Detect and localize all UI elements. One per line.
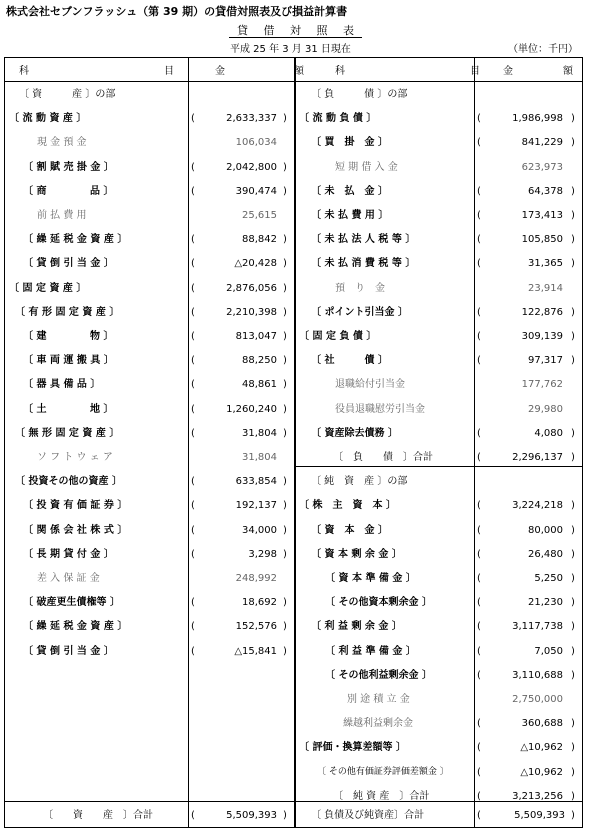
amount-value: 105,850 <box>521 234 563 246</box>
amount-value: 2,042,800 <box>226 161 277 173</box>
account-name: 〔 流 動 資 産 〕 <box>9 113 87 125</box>
paren-close: ) <box>283 621 287 633</box>
liability-equity-row <box>295 664 584 687</box>
paren-close: ) <box>283 645 287 657</box>
paren-close: ) <box>283 403 287 415</box>
paren-open: ( <box>477 742 481 754</box>
paren-open: ( <box>477 669 481 681</box>
account-name: 〔 固 定 負 債 〕 <box>299 331 377 342</box>
document-title: 株式会社セブンフラッシュ（第 39 期）の貸借対照表及び損益計算書 <box>6 5 348 18</box>
account-name: 〔 純 資 産 〕の部 <box>311 476 408 488</box>
header-amount-char-2: 額 <box>563 66 573 77</box>
asset-row <box>5 543 294 566</box>
amount-value: 4,080 <box>534 427 563 439</box>
paren-close: ) <box>571 790 575 802</box>
account-name: 前 払 費 用 <box>37 210 87 221</box>
account-name: 〔 建 物 〕 <box>23 331 114 342</box>
asset-row <box>5 180 294 203</box>
amount-value: 3,117,738 <box>512 621 563 633</box>
amount-value: 29,980 <box>528 403 563 415</box>
amount-value: 152,576 <box>235 621 277 633</box>
paren-close: ) <box>571 306 575 318</box>
account-name: 〔 資 本 金 〕 <box>311 524 388 536</box>
account-name: 〔 利 益 剰 余 金 〕 <box>311 621 402 633</box>
liabilities-equity-total-label: 〔 負債及び純資産〕合計 <box>311 810 425 821</box>
amount-value: △10,962 <box>520 766 563 778</box>
paren-close: ) <box>283 331 287 342</box>
liability-equity-row <box>295 567 584 590</box>
amount-value: 64,378 <box>528 185 563 197</box>
account-name: 〔 未 払 法 人 税 等 〕 <box>311 234 416 246</box>
amount-value: 3,110,688 <box>512 669 563 681</box>
asset-row <box>5 470 294 493</box>
paren-close: ) <box>571 427 575 439</box>
account-name: 〔 長 期 貸 付 金 〕 <box>23 548 114 560</box>
paren-close: ) <box>283 524 287 536</box>
amount-value: 26,480 <box>528 548 563 560</box>
account-name: 〔 ポイント引当金 〕 <box>311 306 408 318</box>
asset-row <box>5 204 294 227</box>
paren-open: ( <box>477 427 481 439</box>
paren-open: ( <box>191 379 195 391</box>
asset-row <box>5 325 294 348</box>
account-name: 〔 貸 倒 引 当 金 〕 <box>23 645 114 657</box>
liability-equity-row <box>295 494 584 517</box>
paren-close: ) <box>283 548 287 560</box>
header-amount-char-2: 額 <box>294 66 304 77</box>
amount-value: 360,688 <box>521 718 563 730</box>
paren-open: ( <box>191 185 195 197</box>
paren-open: ( <box>477 500 481 512</box>
paren-close: ) <box>571 524 575 536</box>
account-name: 〔 負 債 〕合計 <box>333 452 433 463</box>
header-subject-char-1: 科 <box>19 66 29 77</box>
header-subject-char-2: 目 <box>164 66 174 77</box>
liability-equity-row <box>295 301 584 324</box>
paren-close: ) <box>571 810 575 821</box>
header-subject-left <box>15 62 180 78</box>
liability-equity-row <box>295 131 584 154</box>
liability-equity-row <box>295 470 584 493</box>
liability-equity-row <box>295 446 584 469</box>
amount-value: 23,914 <box>528 282 563 294</box>
account-name: 〔 関 係 会 社 株 式 〕 <box>23 524 128 536</box>
amount-value: 2,296,137 <box>512 452 563 463</box>
paren-open: ( <box>477 810 481 821</box>
paren-open: ( <box>477 597 481 609</box>
header-subject-right <box>335 62 480 78</box>
paren-open: ( <box>191 597 195 609</box>
account-name: 〔 繰 延 税 金 資 産 〕 <box>23 234 128 246</box>
paren-open: ( <box>477 573 481 584</box>
liability-equity-row <box>295 349 584 372</box>
paren-close: ) <box>571 548 575 560</box>
amount-value: 3,224,218 <box>512 500 563 512</box>
header-amount-left <box>215 62 304 78</box>
paren-close: ) <box>571 185 575 197</box>
amount-value: △15,841 <box>234 645 277 657</box>
paren-close: ) <box>283 379 287 391</box>
account-name: 〔 流 動 負 債 〕 <box>299 113 377 125</box>
paren-open: ( <box>191 645 195 657</box>
paren-close: ) <box>571 234 575 246</box>
paren-close: ) <box>571 210 575 221</box>
amount-value: 2,210,398 <box>226 306 277 318</box>
paren-close: ) <box>283 355 287 367</box>
liability-equity-row <box>295 277 584 300</box>
paren-close: ) <box>283 306 287 318</box>
paren-open: ( <box>191 306 195 318</box>
account-name: 〔 投資その他の資産 〕 <box>15 476 122 488</box>
paren-close: ) <box>283 185 287 197</box>
paren-close: ) <box>571 331 575 342</box>
header-subject-char-1: 科 <box>335 66 345 77</box>
paren-open: ( <box>477 210 481 221</box>
asset-row <box>5 567 294 590</box>
liability-equity-row <box>295 373 584 396</box>
asset-row <box>5 519 294 542</box>
paren-close: ) <box>571 597 575 609</box>
paren-open: ( <box>477 113 481 125</box>
account-name: 〔 固 定 資 産 〕 <box>9 282 87 294</box>
paren-close: ) <box>571 573 575 584</box>
asset-row <box>5 83 294 106</box>
asset-row <box>5 277 294 300</box>
amount-value: 48,861 <box>242 379 277 391</box>
paren-close: ) <box>571 113 575 125</box>
account-name: 〔 負 債 〕の部 <box>311 89 408 100</box>
account-name: 〔 株 主 資 本 〕 <box>299 500 396 512</box>
amount-value: 7,050 <box>534 645 563 657</box>
paren-close: ) <box>283 258 287 270</box>
paren-open: ( <box>191 548 195 560</box>
paren-open: ( <box>191 500 195 512</box>
liability-equity-row <box>295 325 584 348</box>
paren-close: ) <box>283 500 287 512</box>
asset-row <box>5 228 294 251</box>
paren-open: ( <box>191 331 195 342</box>
header-subject-char-2: 目 <box>470 66 480 77</box>
amount-value: 3,213,256 <box>512 790 563 802</box>
account-name: 〔 その他資本剰余金 〕 <box>325 597 432 609</box>
paren-open: ( <box>477 137 481 149</box>
balance-sheet-table <box>4 57 583 828</box>
statement-title <box>0 22 591 38</box>
liability-equity-row <box>295 688 584 711</box>
paren-open: ( <box>191 355 195 367</box>
account-name: 〔 純 資 産 〕合計 <box>333 790 430 802</box>
amount-value: 173,413 <box>521 210 563 221</box>
paren-open: ( <box>191 427 195 439</box>
asset-row <box>5 422 294 445</box>
liability-equity-row <box>295 640 584 663</box>
paren-close: ) <box>571 718 575 730</box>
asset-row <box>5 373 294 396</box>
asset-row <box>5 398 294 421</box>
amount-value: 1,260,240 <box>226 403 277 415</box>
paren-close: ) <box>571 766 575 778</box>
paren-open: ( <box>191 810 195 821</box>
liability-equity-row <box>295 398 584 421</box>
account-name: 繰越利益剰余金 <box>343 718 413 730</box>
account-name: 〔 資 本 準 備 金 〕 <box>325 573 416 584</box>
asset-row <box>5 640 294 663</box>
account-name: 〔 投 資 有 価 証 券 〕 <box>23 500 128 512</box>
account-name: 預 り 金 <box>335 282 385 294</box>
asset-row <box>5 591 294 614</box>
account-name: 役員退職慰労引当金 <box>335 403 425 415</box>
paren-close: ) <box>283 113 287 125</box>
paren-open: ( <box>191 621 195 633</box>
amount-value: 633,854 <box>235 476 277 488</box>
paren-open: ( <box>477 452 481 463</box>
paren-close: ) <box>283 427 287 439</box>
account-name: 〔 利 益 準 備 金 〕 <box>325 645 416 657</box>
paren-close: ) <box>283 161 287 173</box>
liability-equity-row <box>295 543 584 566</box>
asset-row <box>5 615 294 638</box>
paren-open: ( <box>477 258 481 270</box>
account-name: 〔 有 形 固 定 資 産 〕 <box>15 306 120 318</box>
amount-value: △10,962 <box>520 742 563 754</box>
amount-value: △20,428 <box>234 258 277 270</box>
asset-row <box>5 131 294 154</box>
asset-row <box>5 349 294 372</box>
assets-total-value: 5,509,393 <box>226 810 277 821</box>
account-name: 〔 未 払 金 〕 <box>311 185 388 197</box>
liabilities-equity-total-value: 5,509,393 <box>514 810 565 821</box>
header-amount-char-1: 金 <box>503 66 513 77</box>
paren-open: ( <box>477 790 481 802</box>
amount-value: 1,986,998 <box>512 113 563 125</box>
paren-close: ) <box>571 621 575 633</box>
amount-value: 3,298 <box>248 548 277 560</box>
amount-value: 841,229 <box>521 137 563 149</box>
amount-value: 34,000 <box>242 524 277 536</box>
amount-value: 177,762 <box>521 379 563 391</box>
paren-close: ) <box>283 597 287 609</box>
amount-value: 106,034 <box>235 137 277 149</box>
header-amount-right <box>503 62 573 78</box>
amount-value: 623,973 <box>521 161 563 173</box>
paren-close: ) <box>571 355 575 367</box>
amount-value: 80,000 <box>528 524 563 536</box>
account-name: ソ フ ト ウ ェ ア <box>37 452 113 463</box>
amount-value: 88,842 <box>242 234 277 246</box>
amount-value: 21,230 <box>528 597 563 609</box>
paren-open: ( <box>191 282 195 294</box>
account-name: 〔 土 地 〕 <box>23 403 114 415</box>
paren-open: ( <box>477 621 481 633</box>
paren-open: ( <box>477 331 481 342</box>
amount-value: 31,804 <box>242 427 277 439</box>
account-name: 〔 器 具 備 品 〕 <box>23 379 101 391</box>
account-name: 〔 資 本 剰 余 金 〕 <box>311 548 402 560</box>
account-name: 〔 買 掛 金 〕 <box>311 137 388 149</box>
amount-value: 390,474 <box>235 185 277 197</box>
paren-open: ( <box>477 766 481 778</box>
amount-value: 309,139 <box>521 331 563 342</box>
as-of-date: 平成 25 年 3 月 31 日現在 <box>230 44 351 55</box>
paren-open: ( <box>477 234 481 246</box>
assets-total-row <box>5 804 294 827</box>
account-name: 〔 未 払 費 用 〕 <box>311 210 389 221</box>
amount-value: 18,692 <box>242 597 277 609</box>
paren-close: ) <box>571 452 575 463</box>
paren-open: ( <box>477 524 481 536</box>
liability-equity-row <box>295 156 584 179</box>
account-name: 〔 破産更生債権等 〕 <box>23 597 120 609</box>
liability-equity-row <box>295 615 584 638</box>
liability-equity-row <box>295 204 584 227</box>
amount-value: 248,992 <box>235 573 277 584</box>
amount-value: 2,633,337 <box>226 113 277 125</box>
paren-close: ) <box>571 137 575 149</box>
account-name: 〔 無 形 固 定 資 産 〕 <box>15 427 120 439</box>
paren-open: ( <box>191 234 195 246</box>
assets-total-label: 〔 資 産 〕合計 <box>43 810 153 821</box>
liability-equity-row <box>295 228 584 251</box>
paren-open: ( <box>477 548 481 560</box>
account-name: 〔 資産除去債務 〕 <box>311 427 398 439</box>
liability-equity-row <box>295 83 584 106</box>
account-name: 退職給付引当金 <box>335 379 405 391</box>
account-name: 現 金 預 金 <box>37 137 87 149</box>
paren-close: ) <box>283 476 287 488</box>
liability-equity-row <box>295 422 584 445</box>
paren-open: ( <box>191 161 195 173</box>
amount-value: 192,137 <box>235 500 277 512</box>
amount-value: 31,804 <box>242 452 277 463</box>
account-name: 〔 貸 倒 引 当 金 〕 <box>23 258 114 270</box>
liability-equity-row <box>295 519 584 542</box>
paren-close: ) <box>571 500 575 512</box>
account-name: 〔 その他利益剰余金 〕 <box>325 669 432 681</box>
amount-value: 813,047 <box>235 331 277 342</box>
liability-equity-row <box>295 591 584 614</box>
asset-row <box>5 301 294 324</box>
liability-equity-row <box>295 761 584 784</box>
paren-close: ) <box>283 810 287 821</box>
paren-open: ( <box>191 113 195 125</box>
asset-row <box>5 446 294 469</box>
unit-label: （単位：千円） <box>508 44 578 55</box>
amount-value: 97,317 <box>528 355 563 367</box>
paren-open: ( <box>477 185 481 197</box>
liability-equity-row <box>295 107 584 130</box>
amount-value: 31,365 <box>528 258 563 270</box>
account-name: 〔 割 賦 売 掛 金 〕 <box>23 161 114 173</box>
asset-row <box>5 494 294 517</box>
account-name: 〔 評価・換算差額等 〕 <box>299 742 406 754</box>
paren-close: ) <box>283 282 287 294</box>
amount-value: 2,750,000 <box>512 694 563 705</box>
liability-equity-row <box>295 252 584 275</box>
paren-open: ( <box>477 355 481 367</box>
account-name: 〔 社 債 〕 <box>311 355 388 367</box>
account-name: 〔 繰 延 税 金 資 産 〕 <box>23 621 128 633</box>
paren-open: ( <box>191 524 195 536</box>
paren-open: ( <box>191 258 195 270</box>
account-name: 差 入 保 証 金 <box>37 573 100 584</box>
asset-row <box>5 156 294 179</box>
asset-row <box>5 107 294 130</box>
amount-value: 122,876 <box>521 306 563 318</box>
paren-close: ) <box>283 234 287 246</box>
amount-value: 2,876,056 <box>226 282 277 294</box>
paren-close: ) <box>571 669 575 681</box>
paren-open: ( <box>191 403 195 415</box>
amount-value: 88,250 <box>242 355 277 367</box>
paren-open: ( <box>191 476 195 488</box>
paren-open: ( <box>477 645 481 657</box>
account-name: 短 期 借 入 金 <box>335 161 398 173</box>
paren-open: ( <box>477 718 481 730</box>
account-name: 〔 車 両 運 搬 具 〕 <box>23 355 114 367</box>
liabilities-equity-total-row <box>295 804 584 827</box>
amount-value: 5,250 <box>534 573 563 584</box>
liability-equity-row <box>295 736 584 759</box>
account-name: 〔 資 産 〕の部 <box>19 89 116 100</box>
amount-value: 25,615 <box>242 210 277 221</box>
account-name: 別 途 積 立 金 <box>347 694 410 705</box>
liability-equity-row <box>295 712 584 735</box>
liability-equity-row <box>295 180 584 203</box>
paren-close: ) <box>571 645 575 657</box>
header-amount-char-1: 金 <box>215 66 225 77</box>
statement-title-text: 貸 借 対 照 表 <box>229 24 362 38</box>
paren-open: ( <box>477 306 481 318</box>
asset-row <box>5 252 294 275</box>
paren-close: ) <box>571 258 575 270</box>
account-name: 〔 商 品 〕 <box>23 185 114 197</box>
account-name: 〔 その他有価証券評価差額金 〕 <box>317 766 449 777</box>
paren-close: ) <box>571 742 575 754</box>
account-name: 〔 未 払 消 費 税 等 〕 <box>311 258 416 270</box>
